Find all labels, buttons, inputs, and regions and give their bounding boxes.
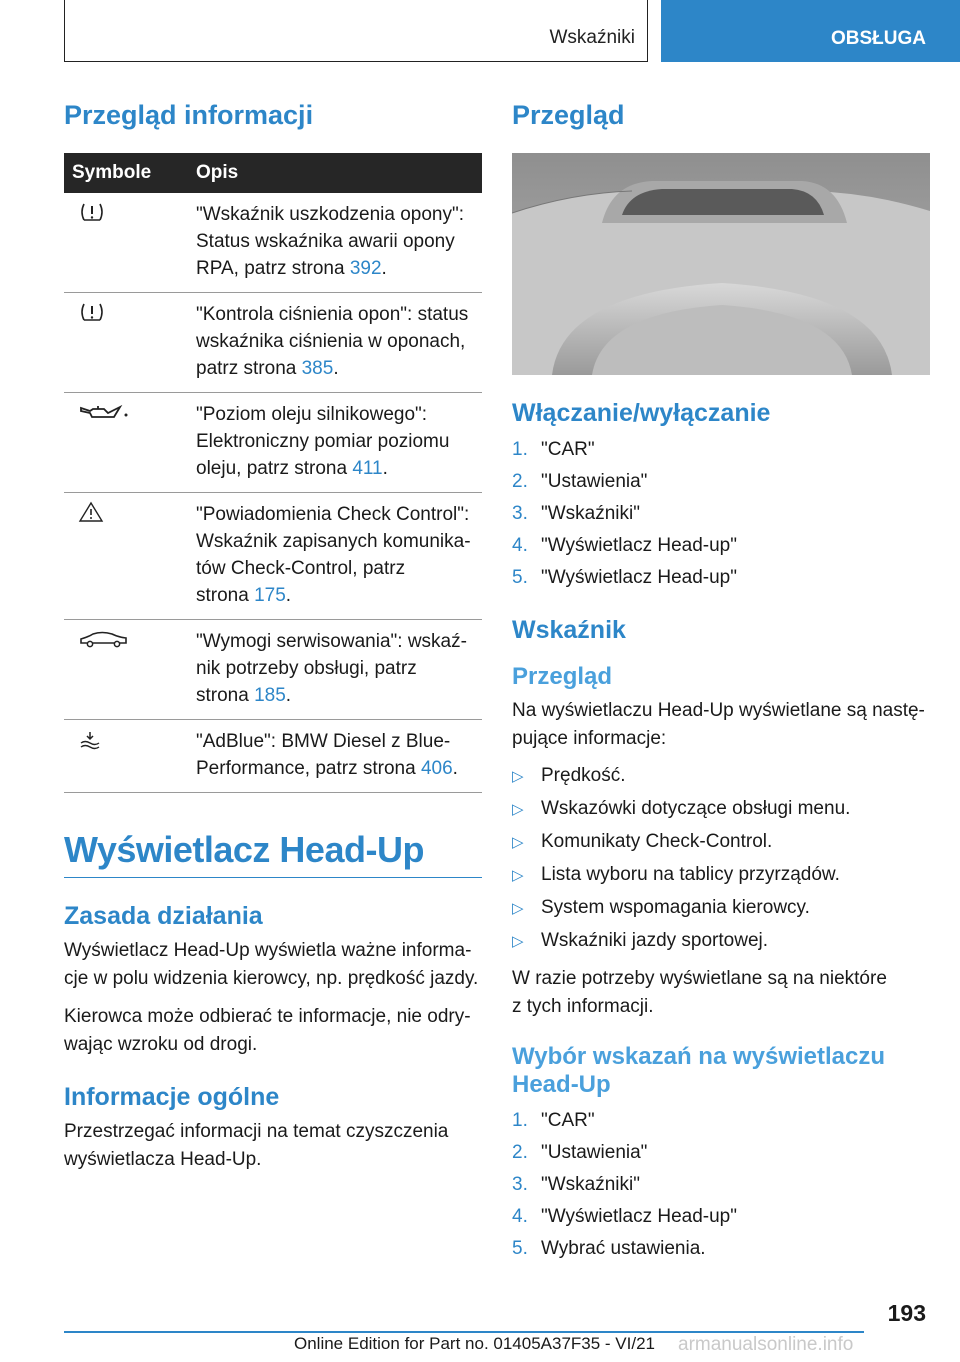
list-item xyxy=(512,1233,930,1265)
step-number: 3. xyxy=(512,1174,528,1195)
list-item xyxy=(512,924,930,957)
selection-title xyxy=(512,1043,930,1099)
principle-paragraph-2 xyxy=(64,1003,482,1059)
list-item xyxy=(512,891,930,924)
row-text-line: wskaźnika ciśnienia w oponach, xyxy=(196,331,466,352)
bullet-triangle-icon: ▷ xyxy=(512,866,524,884)
bullet-triangle-icon: ▷ xyxy=(512,833,524,851)
tire-warning-icon xyxy=(78,201,106,223)
header-chapter-tab xyxy=(661,0,960,62)
list-item xyxy=(512,1201,930,1233)
col-header-symbol: Symbole xyxy=(64,153,188,193)
row-text-line: "Poziom oleju silnikowego": xyxy=(196,404,428,425)
page-link[interactable]: 392 xyxy=(349,258,382,279)
text-line: pujące informacje: xyxy=(512,728,667,749)
step-text: "Wskaźniki" xyxy=(541,1174,640,1195)
table-row: "Wymogi serwisowania": wskaź- nik potrzeby obsługi, patrz strona 185. xyxy=(64,620,482,720)
overview-title: Przegląd informacji xyxy=(64,100,314,130)
step-text: "Ustawienia" xyxy=(541,471,648,492)
step-text: "CAR" xyxy=(541,1110,595,1131)
table-row: "Kontrola ciśnienia opon": status wskaźnika ciśnienia w oponach, patrz strona 385. xyxy=(64,293,482,393)
page-link[interactable]: 411 xyxy=(352,458,383,479)
bullet-text: Wskaźniki jazdy sportowej. xyxy=(541,929,769,951)
page-link[interactable]: 406 xyxy=(420,758,453,779)
row-text-line: "Wymogi serwisowania": wskaź- xyxy=(196,631,467,652)
oil-can-icon xyxy=(78,401,130,423)
onoff-steps xyxy=(512,434,930,594)
header-chapter-label: OBSŁUGA xyxy=(831,28,926,49)
list-item xyxy=(512,825,930,858)
step-number: 1. xyxy=(512,1110,528,1131)
footer-edition: Online Edition for Part no. 01405A37F35 - VI/21 xyxy=(294,1334,656,1353)
page-link[interactable]: 185 xyxy=(254,685,286,706)
list-item xyxy=(512,498,930,530)
row-text-line: tów Check-Control, patrz xyxy=(196,558,406,579)
row-text-line: Elektroniczny pomiar poziomu xyxy=(196,431,450,452)
step-text: "Wskaźniki" xyxy=(541,503,640,524)
step-number: 2. xyxy=(512,471,528,492)
warning-triangle-icon xyxy=(78,501,104,523)
text-line: Kierowca może odbierać te informacje, nie odry- xyxy=(64,1006,471,1027)
text-line: W razie potrzeby wyświetlane są na niektóre xyxy=(512,968,887,989)
general-info-title: Informacje ogólne xyxy=(64,1083,280,1111)
tire-pressure-icon xyxy=(78,301,106,323)
step-text: "CAR" xyxy=(541,439,595,460)
footer-divider xyxy=(64,1331,864,1333)
footer-watermark: armanualsonline.info xyxy=(678,1334,854,1355)
bullet-triangle-icon: ▷ xyxy=(512,800,524,818)
list-item xyxy=(512,858,930,891)
text-line: Na wyświetlaczu Head-Up wyświetlane są nastę- xyxy=(512,700,925,721)
page-link[interactable]: 385 xyxy=(301,358,334,379)
info-bullets xyxy=(512,759,930,957)
list-item xyxy=(512,562,930,594)
row-text-line: nik potrzeby obsługi, patrz xyxy=(196,658,417,679)
overview-subtitle: Przegląd xyxy=(512,663,613,690)
bullet-triangle-icon: ▷ xyxy=(512,767,524,785)
row-text-line: oleju, patrz strona xyxy=(196,458,353,479)
left-column xyxy=(64,100,482,1184)
row-text-line: patrz strona xyxy=(196,358,302,379)
step-text: Wybrać ustawienia. xyxy=(541,1238,706,1259)
text-line: Wyświetlacz Head-Up wyświetla ważne informa- xyxy=(64,940,472,961)
step-number: 3. xyxy=(512,503,528,524)
row-text-line: Performance, patrz strona xyxy=(196,758,421,779)
step-number: 4. xyxy=(512,1206,528,1227)
bullet-text: Lista wyboru na tablicy przyrządów. xyxy=(541,863,840,885)
step-number: 5. xyxy=(512,567,528,588)
list-item xyxy=(512,466,930,498)
overview-paragraph xyxy=(512,697,930,753)
col-header-desc: Opis xyxy=(188,153,482,193)
row-text-line: Wskaźnik zapisanych komunika- xyxy=(196,531,471,552)
row-text-line: "AdBlue": BMW Diesel z Blue- xyxy=(196,731,451,752)
text-line: wyświetlacza Head-Up. xyxy=(64,1149,262,1170)
text-line: wając wzroku od drogi. xyxy=(64,1034,258,1055)
bullet-triangle-icon: ▷ xyxy=(512,932,524,950)
symbols-table xyxy=(64,153,482,793)
table-row: "Wskaźnik uszkodzenia opony": Status wskaźnika awarii opony RPA, patrz strona 392. xyxy=(64,193,482,293)
indicator-title: Wskaźnik xyxy=(512,616,626,644)
list-item xyxy=(512,434,930,466)
hud-photo xyxy=(512,153,930,375)
step-number: 4. xyxy=(512,535,528,556)
step-text: "Wyświetlacz Head-up" xyxy=(541,567,737,588)
text-line: Wybór wskazań na wyświetlaczu xyxy=(512,1043,886,1070)
step-number: 5. xyxy=(512,1238,528,1259)
table-row: "AdBlue": BMW Diesel z Blue- Performance, patrz strona 406. xyxy=(64,720,482,793)
step-number: 1. xyxy=(512,439,528,460)
car-service-icon xyxy=(78,628,130,650)
list-item xyxy=(512,759,930,792)
selection-steps xyxy=(512,1105,930,1265)
step-text: "Ustawienia" xyxy=(541,1142,648,1163)
step-number: 2. xyxy=(512,1142,528,1163)
hud-section-title: Wyświetlacz Head-Up xyxy=(64,829,482,878)
step-text: "Wyświetlacz Head-up" xyxy=(541,535,737,556)
row-text-line: "Powiadomienia Check Control": xyxy=(196,504,470,525)
row-text-line: strona xyxy=(196,585,255,606)
bullet-text: Wskazówki dotyczące obsługi menu. xyxy=(541,797,851,819)
general-info-paragraph xyxy=(64,1118,482,1174)
adblue-icon xyxy=(78,728,102,750)
page-link[interactable]: 175 xyxy=(254,585,286,606)
principle-paragraph-1 xyxy=(64,937,482,993)
text-line: Przestrzegać informacji na temat czyszczenia xyxy=(64,1121,449,1142)
bullet-text: Prędkość. xyxy=(541,764,626,786)
list-item xyxy=(512,1137,930,1169)
row-text-line: "Wskaźnik uszkodzenia opony": xyxy=(196,204,465,225)
overview-title-right: Przegląd xyxy=(512,100,625,130)
onoff-title: Włączanie/wyłączanie xyxy=(512,399,771,427)
row-text-line: "Kontrola ciśnienia opon": status xyxy=(196,304,469,325)
list-item xyxy=(512,1169,930,1201)
text-line: z tych informacji. xyxy=(512,996,654,1017)
bullet-text: Komunikaty Check-Control. xyxy=(541,830,773,852)
bullet-text: System wspomagania kierowcy. xyxy=(541,896,810,918)
table-row: "Poziom oleju silnikowego": Elektroniczny pomiar poziomu oleju, patrz strona 411. xyxy=(64,393,482,493)
row-text-line: strona xyxy=(196,685,255,706)
header-section-box xyxy=(64,0,648,62)
text-line: Head-Up xyxy=(512,1071,611,1098)
bullet-triangle-icon: ▷ xyxy=(512,899,524,917)
row-text-line: Status wskaźnika awarii opony xyxy=(196,231,455,252)
row-text-line: RPA, patrz strona xyxy=(196,258,350,279)
page-number: 193 xyxy=(887,1300,926,1326)
list-item xyxy=(512,530,930,562)
note-paragraph xyxy=(512,965,930,1021)
principle-title: Zasada działania xyxy=(64,902,263,930)
step-text: "Wyświetlacz Head-up" xyxy=(541,1206,737,1227)
table-row: "Powiadomienia Check Control": Wskaźnik zapisanych komunika- tów Check-Control, patrz strona 175. xyxy=(64,493,482,620)
list-item xyxy=(512,1105,930,1137)
text-line: cje w polu widzenia kierowcy, np. prędkość jazdy. xyxy=(64,968,479,989)
header-section-label: Wskaźniki xyxy=(549,27,635,48)
list-item xyxy=(512,792,930,825)
right-column xyxy=(512,100,930,1265)
